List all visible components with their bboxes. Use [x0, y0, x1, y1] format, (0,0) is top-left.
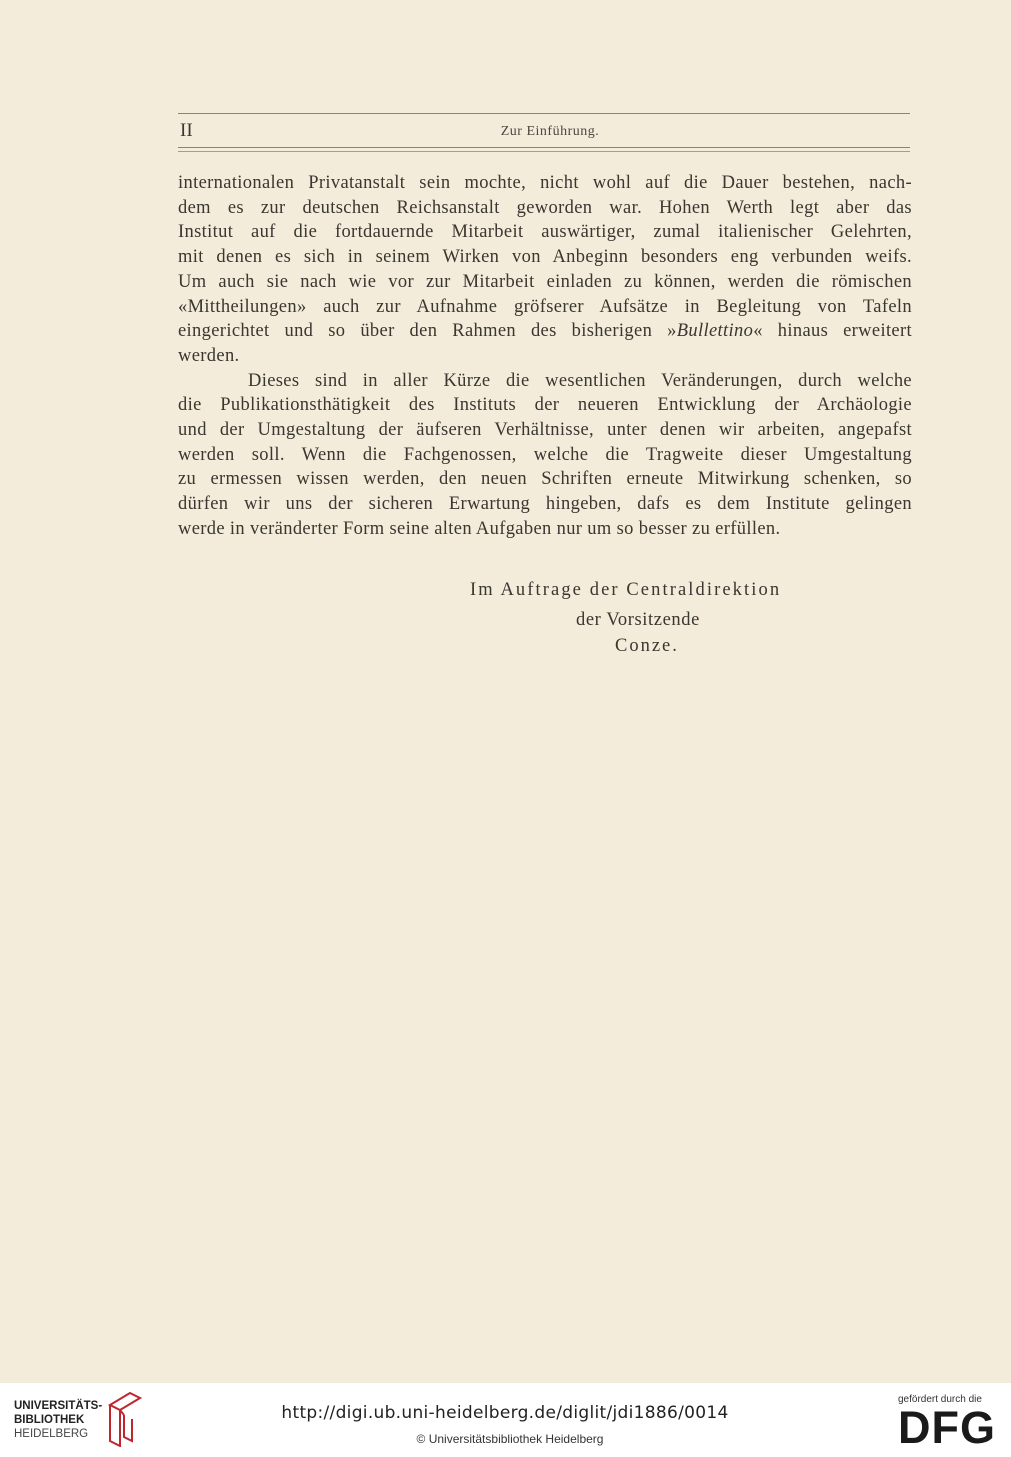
library-name [14, 1399, 102, 1441]
italic-title: Bullettino [676, 321, 754, 342]
text-line: werde in veränderter Form seine alten Aufgaben nur um so besser zu erfüllen. [178, 518, 781, 539]
page-number: II [180, 120, 193, 141]
text-line: die Publikationsthätigkeit des Instituts der neueren Entwicklung der Archäologie [178, 395, 912, 416]
text-line: werden. [178, 345, 240, 366]
library-name-line: BIBLIOTHEK [14, 1414, 85, 1426]
footer-bar [0, 1383, 1011, 1457]
text-line: internationalen Privatanstalt sein mochte, nicht wohl auf die Dauer bestehen, nach- [178, 173, 912, 193]
text-line: werden soll. Wenn die Fachgenossen, welche die Tragweite dieser Umgestaltung [178, 444, 912, 465]
library-emblem-icon [104, 1391, 142, 1447]
text-line: und der Umgestaltung der äufseren Verhältnisse, unter denen wir arbeiten, angepafst [178, 420, 912, 441]
funding-note: gefördert durch die [898, 1394, 982, 1405]
copyright-notice: © Universitätsbibliothek Heidelberg [416, 1432, 604, 1446]
dfg-logo[interactable]: DFG [898, 1402, 996, 1453]
text-line: Dieses sind in aller Kürze die wesentlichen Veränderungen, durch welche [248, 370, 912, 391]
body-text [178, 171, 912, 542]
header-rule-bottom [178, 147, 910, 148]
header-rule-top [178, 113, 910, 114]
permalink-url[interactable]: http://digi.ub.uni-heidelberg.de/diglit/jdi1886/0014 [281, 1403, 729, 1423]
text-line: Um auch sie nach wie vor zur Mitarbeit einladen zu können, werden die römischen [178, 271, 912, 292]
text-line: mit denen es sich in seinem Wirken von Anbeginn besonders eng verbunden weifs. [178, 247, 912, 268]
header-rule-bottom-second [178, 151, 910, 152]
text-line: dem es zur deutschen Reichsanstalt geworden war. Hohen Werth legt aber das [178, 197, 912, 218]
library-name-line: UNIVERSITÄTS- [14, 1400, 103, 1412]
library-logo[interactable] [14, 1399, 144, 1449]
text-line [178, 319, 912, 344]
text-line: zu ermessen wissen werden, den neuen Schriften erneute Mitwirkung schenken, so [178, 469, 912, 490]
text-line: dürfen wir uns der sicheren Erwartung hingeben, dafs es dem Institute gelingen [178, 494, 912, 515]
library-name-line: HEIDELBERG [14, 1428, 89, 1440]
text-line: «Mittheilungen» auch zur Aufnahme gröfserer Aufsätze in Begleitung von Tafeln [178, 296, 912, 317]
signature-name: Conze. [615, 636, 679, 656]
running-title: Zur Einführung. [500, 124, 600, 139]
text-fragment: eingerichtet und so über den Rahmen des bisherigen » [178, 321, 677, 342]
signature-role: der Vorsitzende [576, 610, 700, 630]
signature-line: Im Auftrage der Centraldirektion [470, 580, 782, 600]
text-fragment: « hinaus erweitert [753, 321, 912, 342]
text-line: Institut auf die fortdauernde Mitarbeit auswärtiger, zumal italienischer Gelehrten, [178, 222, 912, 243]
